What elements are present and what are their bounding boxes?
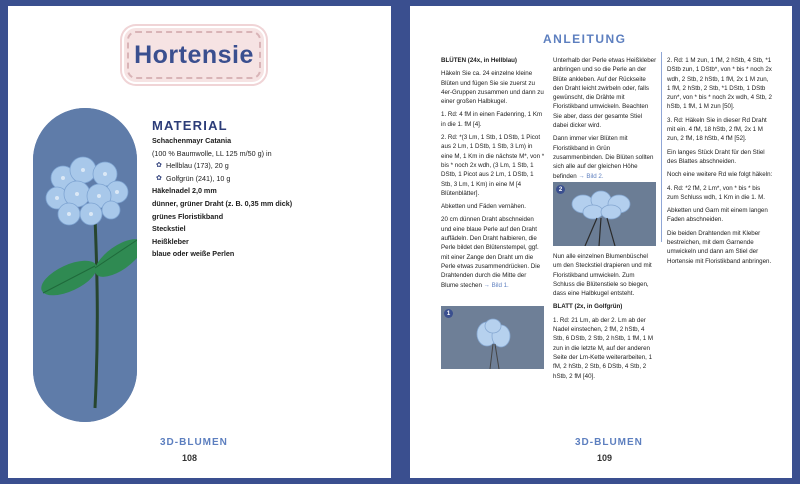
material-color-2-text: Golfgrün (241), 10 g (166, 173, 231, 183)
wire-text: 20 cm dünnen Draht abschneiden und eine blaue Perle auf den Draht auffädeln. Den Draht halbieren, die Perle bildet den Blütenstempel, ggf. mit einer Zange den Draht um die Perle etwas zusammendrücken. Die Drahtenden durch die Mitte der Blume stechen (441, 216, 541, 289)
step-badge-1: 1 (444, 309, 453, 318)
instructions-column-1 (441, 56, 545, 294)
blueten-intro: Häkeln Sie ca. 24 einzelne kleine Blüten und fügen Sie sie zuerst zu 4er-Gruppen zusammen und dann zu einer großen Halbkugel. (441, 70, 544, 106)
glue-text: Unterhalb der Perle etwas Heißkleber anbringen und so die Perle an der Blüte ankleben. Auf der Rückseite den Draht leicht zwirbeln oder, falls gewünscht, die Drähte mit Floristikband umwickeln. Beachten Sie aber, dass der gesamte Stiel dabei dicker wird. (553, 57, 657, 130)
blatt-finish: Abketten und Garn mit einem langen Faden abschneiden. (667, 207, 768, 224)
instructions-column-3 (667, 56, 773, 270)
footer-label-right: 3D-BLUMEN (575, 437, 643, 448)
another-round: Noch eine weitere Rd wie folgt häkeln: (667, 171, 773, 179)
step-badge-2: 2 (556, 185, 565, 194)
blueten-heading: BLÜTEN (24x, in Hellblau) (441, 57, 517, 64)
page-number-right: 109 (597, 453, 613, 463)
material-color-1 (152, 160, 352, 173)
blatt-heading: BLATT (2x, in Golfgrün) (553, 303, 623, 311)
flower-bullet-icon: ✿ (156, 174, 162, 182)
blatt-round-1: 1. Rd: 21 Lm, ab der 2. Lm ab der Nadel einstechen, 2 fM, 2 hStb, 4 Stb, 6 DStb, 2 Stb, 2 hStb, 1 fM, 1 M zun in die letzte M, auf der anderen Seite der Lm-Kette weiterarbeiten, 1 fM, 2 hStb, 2 Stb, 6 DStb, 4 Stb, 2 hStb, 2 fM [40]. (553, 316, 654, 380)
book-gutter (391, 0, 410, 484)
final-text: Die beiden Drahtenden mit Kleber bestreichen, mit dem Garnende umwickeln und dann am Stiel der Hortensie mit Floristikband anbringen. (667, 229, 772, 265)
step-photo-1 (441, 306, 544, 369)
material-list (152, 135, 352, 261)
material-yarn-detail: (100 % Baumwolle, LL 125 m/50 g) in (152, 148, 272, 158)
footer-label-left: 3D-BLUMEN (160, 437, 228, 448)
material-yarn: Schachenmayr Catania (152, 136, 232, 145)
link-bild-1[interactable]: → Bild 1. (483, 281, 509, 289)
material-hook: Häkelnadel 2,0 mm (152, 186, 217, 196)
flower-bullet-icon: ✿ (156, 162, 162, 170)
title-label (122, 26, 266, 84)
stem-text: Ein langes Stück Draht für den Stiel des Blattes abschneiden. (667, 148, 765, 165)
ball-text: Nun alle einzelnen Blumenbüschel um den Steckstiel drapieren und mit Floristikband umwickeln. Zum Schluss die Blütenstiele so biegen, dass eine Halbkugel entsteht. (553, 253, 652, 298)
hydrangea-photo (33, 108, 137, 422)
blueten-wire (441, 215, 545, 289)
material-stick: Steckstiel (152, 224, 186, 234)
blueten-round-1: 1. Rd: 4 fM in einen Fadenring, 1 Km in die 1. fM [4]. (441, 111, 543, 128)
column-divider (661, 52, 662, 242)
page-number-left: 108 (182, 453, 198, 463)
page-title: Hortensie (134, 40, 254, 69)
blatt-round-2: 2. Rd: 1 M zun, 1 fM, 2 hStb, 4 Stb, *1 DStb zun, 1 DStb*, von * bis * noch 2x wdh, 2 Stb, 2 hStb, 1 fM, 2x 1 M zun, 1 fM, 2 hStb, 2 Stb, *1 DStb, 1 DStb zun*, von * bis * noch 2x wdh, 4 Stb, 2 hStb, 1 fM, 1 M zun [50]. (667, 57, 772, 111)
instructions-column-2 (553, 56, 657, 185)
material-wire: dünner, grüner Draht (z. B. 0,35 mm dick) (152, 198, 293, 208)
material-glue: Heißkleber (152, 236, 189, 246)
instructions-column-2-lower (553, 252, 657, 385)
step-photo-2 (553, 182, 656, 246)
material-tape: grünes Floristikband (152, 211, 224, 221)
blatt-round-4: 4. Rd: *2 fM, 2 Lm*, von * bis * bis zum Schluss wdh, 1 Km in die 1. M. (667, 184, 766, 201)
material-color-2 (152, 173, 352, 186)
blueten-round-2: 2. Rd: *(3 Lm, 1 Stb, 1 DStb, 1 Picot aus 2 Lm, 1 DStb, 1 Stb, 3 Lm) in eine M, 1 Km in die nächste M*, von * bis * noch 2x wdh, (3 Lm, 1 Stb, 1 DStb, 1 Picot aus 2 Lm, 1 DStb, 1 Stb, 3 Lm, 1 Km) in eine M [4 Blütenblätter]. (441, 134, 545, 197)
material-beads: blaue oder weiße Perlen (152, 249, 235, 259)
material-color-1-text: Hellblau (173), 20 g (166, 161, 229, 171)
wrap-text: Dann immer vier Blüten mit Floristikband in Grün zusammenbinden. Die Blüten sollten sich alle auf der gleichen Höhe befinden (553, 135, 654, 180)
material-heading: MATERIAL (152, 118, 228, 133)
link-bild-2[interactable]: → Bild 2. (578, 172, 604, 180)
blatt-round-3: 3. Rd: Häkeln Sie in dieser Rd Draht mit ein. 4 fM, 18 hStb, 2 fM, 2x 1 M zun, 2 fM, 18 hStb, 4 fM [52]. (667, 116, 767, 143)
blueten-finish: Abketten und Fäden vernähen. (441, 203, 526, 211)
wrap-paragraph (553, 134, 657, 180)
instructions-heading: ANLEITUNG (543, 32, 627, 46)
